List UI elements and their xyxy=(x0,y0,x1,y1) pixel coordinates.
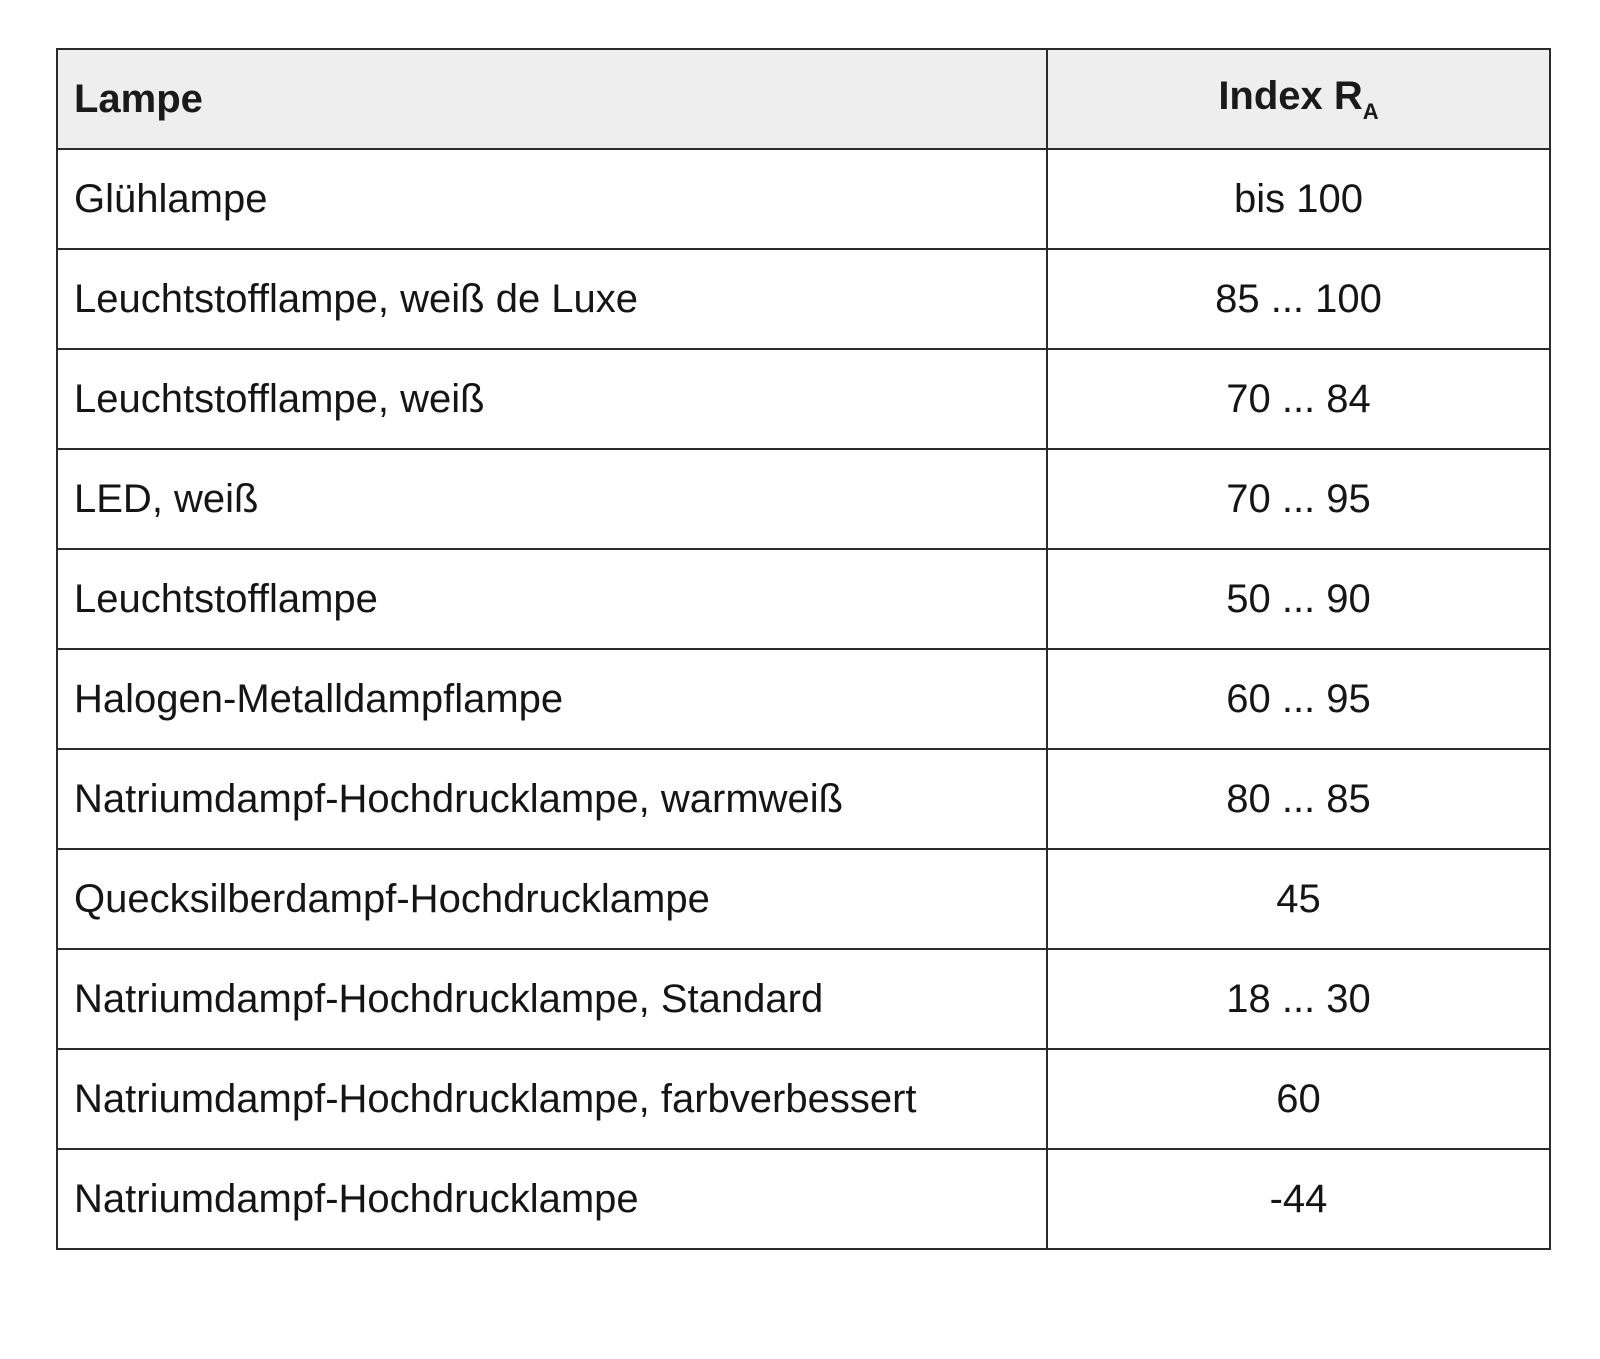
lamp-cell: Quecksilberdampf-Hochdrucklampe xyxy=(57,849,1047,949)
index-cell: 70 ... 84 xyxy=(1047,349,1550,449)
index-cell: -44 xyxy=(1047,1149,1550,1249)
header-row xyxy=(57,49,1550,149)
lamp-cell: Natriumdampf-Hochdrucklampe, Standard xyxy=(57,949,1047,1049)
table-row xyxy=(57,149,1550,249)
table-row xyxy=(57,949,1550,1049)
table-row xyxy=(57,1049,1550,1149)
lamp-cell: Natriumdampf-Hochdrucklampe xyxy=(57,1149,1047,1249)
index-cell: 18 ... 30 xyxy=(1047,949,1550,1049)
table-row xyxy=(57,749,1550,849)
header-index-subscript: A xyxy=(1362,98,1379,124)
lamp-cell: Natriumdampf-Hochdrucklampe, farbverbessert xyxy=(57,1049,1047,1149)
lamp-color-index-table xyxy=(56,48,1551,1250)
table-row xyxy=(57,649,1550,749)
index-cell: 45 xyxy=(1047,849,1550,949)
table-row xyxy=(57,849,1550,949)
table-row xyxy=(57,349,1550,449)
lamp-cell: Leuchtstofflampe, weiß xyxy=(57,349,1047,449)
table-row xyxy=(57,549,1550,649)
index-cell: bis 100 xyxy=(1047,149,1550,249)
lamp-color-index-table-container xyxy=(56,48,1549,1250)
index-cell: 70 ... 95 xyxy=(1047,449,1550,549)
index-cell: 50 ... 90 xyxy=(1047,549,1550,649)
index-cell: 60 xyxy=(1047,1049,1550,1149)
index-cell: 60 ... 95 xyxy=(1047,649,1550,749)
table-body xyxy=(57,149,1550,1249)
lamp-cell: Halogen-Metalldampflampe xyxy=(57,649,1047,749)
header-lamp: Lampe xyxy=(57,49,1047,149)
lamp-cell: Leuchtstofflampe xyxy=(57,549,1047,649)
table-header xyxy=(57,49,1550,149)
lamp-cell: Leuchtstofflampe, weiß de Luxe xyxy=(57,249,1047,349)
table-row xyxy=(57,249,1550,349)
lamp-cell: LED, weiß xyxy=(57,449,1047,549)
table-row xyxy=(57,449,1550,549)
table-row xyxy=(57,1149,1550,1249)
header-index-label: Index R xyxy=(1218,73,1363,118)
index-cell: 85 ... 100 xyxy=(1047,249,1550,349)
index-cell: 80 ... 85 xyxy=(1047,749,1550,849)
lamp-cell: Glühlampe xyxy=(57,149,1047,249)
lamp-cell: Natriumdampf-Hochdrucklampe, warmweiß xyxy=(57,749,1047,849)
header-index xyxy=(1047,49,1550,149)
